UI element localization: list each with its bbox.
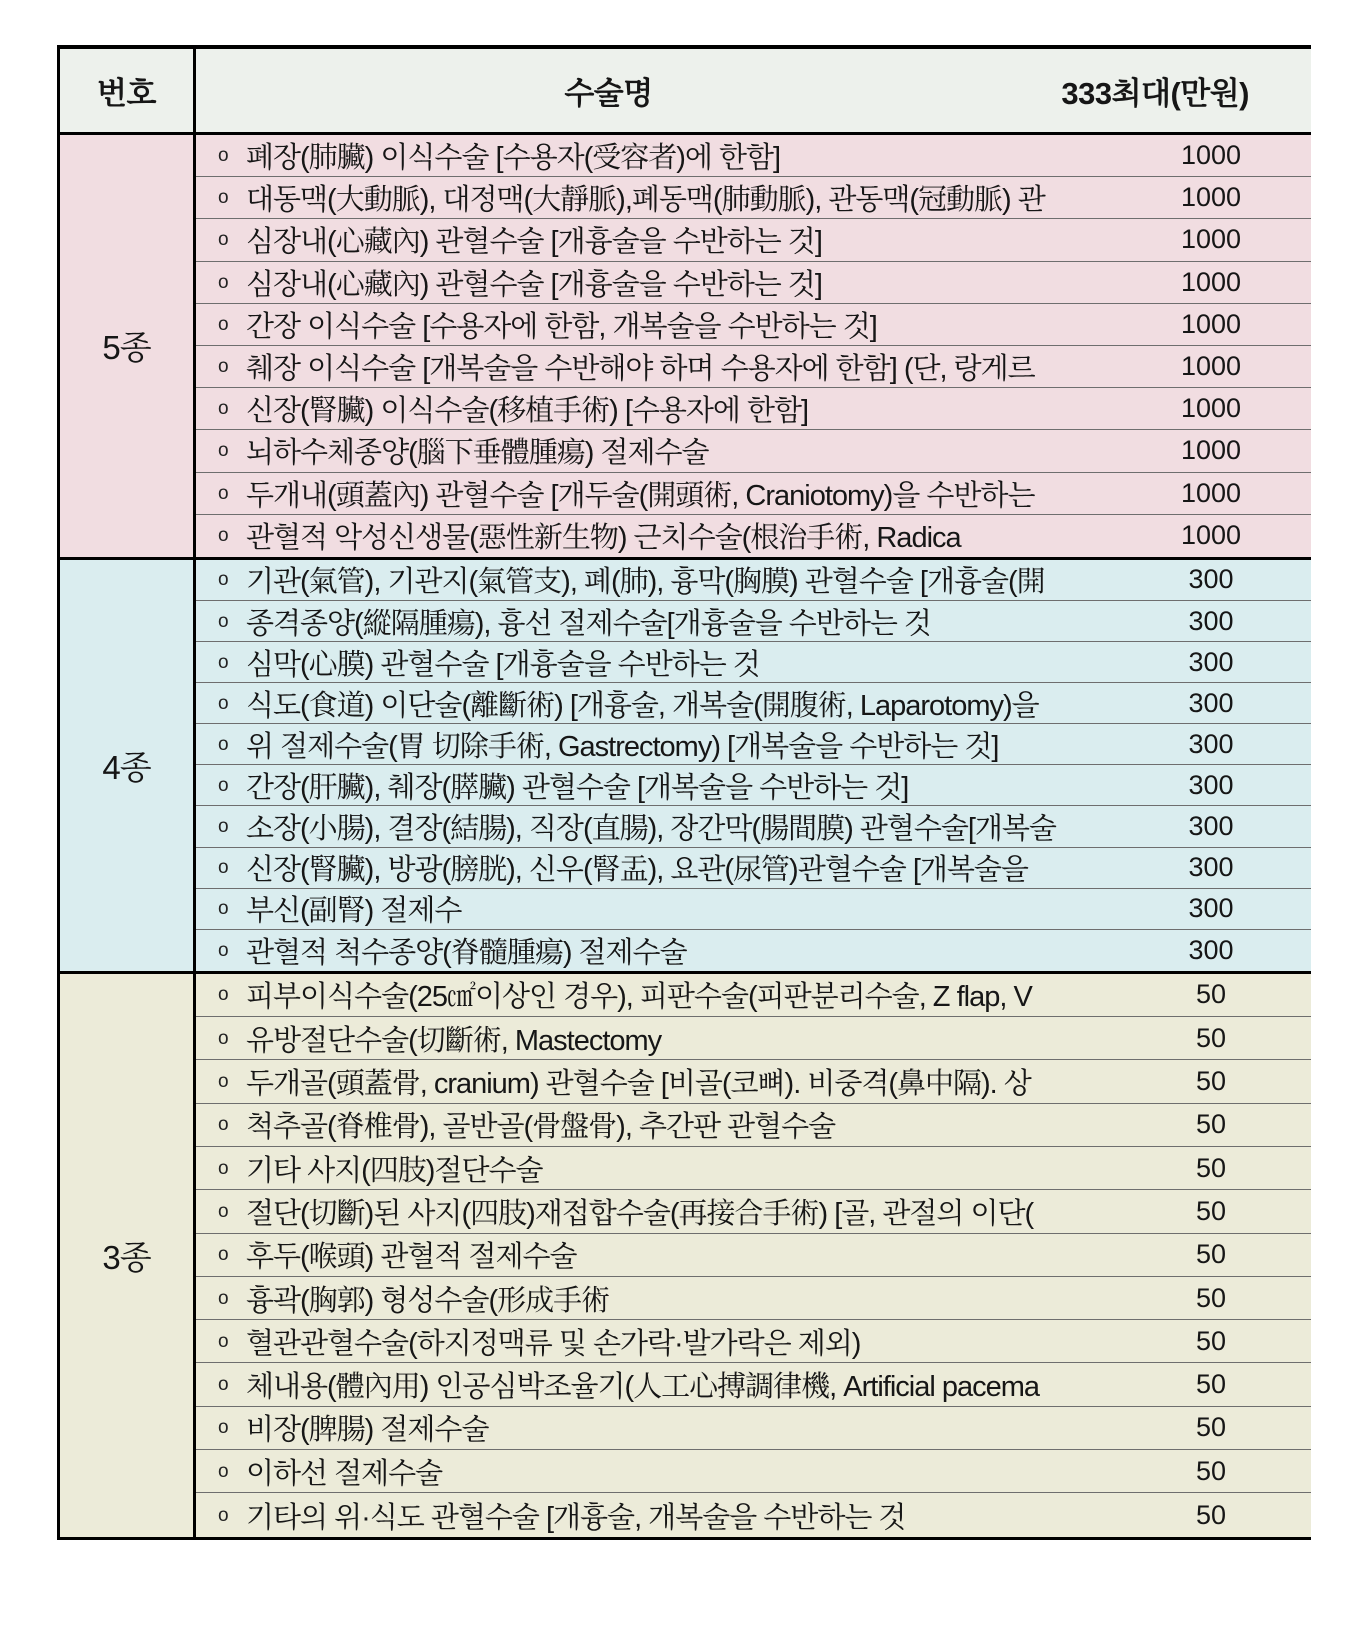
max-amount: 300 — [1188, 687, 1234, 718]
table-row — [196, 177, 1311, 219]
row-bullet-icon: o — [218, 313, 229, 335]
surgery-name: 관혈적 악성신생물(惡性新生物) 근치수술(根治手術, Radica — [246, 522, 961, 555]
surgery-classification-table — [57, 45, 1311, 1540]
table-row — [196, 1450, 1311, 1493]
surgery-name: 간장 이식수술 [수용자에 한함, 개복술을 수반하는 것] — [246, 310, 877, 343]
surgery-name: 심장내(心藏內) 관혈수술 [개흉술을 수반하는 것] — [246, 226, 822, 259]
table-row — [196, 806, 1311, 847]
row-bullet-icon: o — [218, 1157, 229, 1179]
table-row — [196, 1277, 1311, 1320]
table-row — [196, 515, 1311, 557]
header-surgery-name-column: 수술명 — [564, 76, 653, 111]
surgery-name: 종격종양(縱隔腫瘍), 흉선 절제수술[개흉술을 수반하는 것 — [246, 607, 931, 640]
table-header-row — [60, 49, 1311, 135]
group-3종 — [60, 974, 1311, 1537]
group-rows — [196, 560, 1311, 971]
table-row — [196, 848, 1311, 889]
row-bullet-icon: o — [218, 525, 229, 547]
max-amount: 1000 — [1180, 393, 1242, 424]
surgery-name: 절단(切斷)된 사지(四肢)재접합수술(再接合手術) [골, 관절의 이단( — [246, 1197, 1034, 1230]
surgery-name: 기타의 위·식도 관혈수술 [개흉술, 개복술을 수반하는 것 — [246, 1501, 906, 1534]
table-row — [196, 1363, 1311, 1406]
max-amount: 1000 — [1180, 224, 1242, 255]
row-bullet-icon: o — [218, 229, 229, 251]
table-row — [196, 974, 1311, 1017]
table-row — [196, 430, 1311, 472]
surgery-name: 유방절단수술(切斷術, Mastectomy — [246, 1024, 662, 1057]
surgery-name: 두개골(頭蓋骨, cranium) 관혈수술 [비골(코뼈). 비중격(鼻中隔). 상 — [246, 1068, 1031, 1101]
table-row — [196, 1104, 1311, 1147]
max-amount: 300 — [1188, 934, 1234, 965]
row-bullet-icon: o — [218, 984, 229, 1006]
table-row — [196, 388, 1311, 430]
row-bullet-icon: o — [218, 187, 229, 209]
row-bullet-icon: o — [218, 1244, 229, 1266]
max-amount: 300 — [1188, 605, 1234, 636]
group-label: 4종 — [60, 560, 196, 971]
header-number-column: 번호 — [60, 49, 196, 132]
surgery-name: 위 절제수술(胃 切除手術, Gastrectomy) [개복술을 수반하는 것] — [246, 730, 999, 763]
row-bullet-icon: o — [218, 939, 229, 961]
max-amount: 1000 — [1180, 520, 1242, 551]
surgery-name: 이하선 절제수술 — [246, 1457, 443, 1490]
max-amount: 50 — [1195, 1109, 1227, 1140]
max-amount: 1000 — [1180, 266, 1242, 297]
row-bullet-icon: o — [218, 692, 229, 714]
row-bullet-icon: o — [218, 1287, 229, 1309]
row-bullet-icon: o — [218, 271, 229, 293]
surgery-name: 혈관관혈수술(하지정맥류 및 손가락·발가락은 제외) — [246, 1327, 861, 1360]
max-amount: 50 — [1195, 979, 1227, 1010]
table-row — [196, 560, 1311, 601]
max-amount: 1000 — [1180, 435, 1242, 466]
surgery-name: 관혈적 척수종양(脊髓腫瘍) 절제수술 — [246, 936, 687, 969]
group-4종 — [60, 560, 1311, 974]
max-amount: 50 — [1195, 1195, 1227, 1226]
table-row — [196, 930, 1311, 971]
row-bullet-icon: o — [218, 482, 229, 504]
surgery-name: 후두(喉頭) 관혈적 절제수술 — [246, 1241, 577, 1274]
max-amount: 50 — [1195, 1325, 1227, 1356]
surgery-name: 신장(腎臟), 방광(膀胱), 신우(腎盂), 요관(尿管)관혈수술 [개복술을 — [246, 854, 1028, 887]
table-row — [196, 219, 1311, 261]
group-rows — [196, 974, 1311, 1537]
table-row — [196, 724, 1311, 765]
table-row — [196, 1320, 1311, 1363]
table-row — [196, 262, 1311, 304]
row-bullet-icon: o — [218, 440, 229, 462]
max-amount: 50 — [1195, 1412, 1227, 1443]
table-row — [196, 473, 1311, 515]
surgery-name: 신장(腎臟) 이식수술(移植手術) [수용자에 한함] — [246, 395, 809, 428]
surgery-name: 심막(心膜) 관혈수술 [개흉술을 수반하는 것 — [246, 648, 760, 681]
row-bullet-icon: o — [218, 610, 229, 632]
surgery-name: 부신(副腎) 절제수 — [246, 895, 462, 928]
table-row — [196, 765, 1311, 806]
surgery-name: 체내용(體內用) 인공심박조율기(人工心搏調律機, Artificial pacema — [246, 1371, 1040, 1404]
max-amount: 300 — [1188, 852, 1234, 883]
surgery-name: 기관(氣管), 기관지(氣管支), 폐(肺), 흉막(胸膜) 관혈수술 [개흉술(開 — [246, 566, 1045, 599]
max-amount: 1000 — [1180, 308, 1242, 339]
max-amount: 1000 — [1180, 140, 1242, 171]
header-max-amount-column: 333최대(만원) — [1061, 76, 1249, 111]
surgery-name: 기타 사지(四肢)절단수술 — [246, 1154, 543, 1187]
row-bullet-icon: o — [218, 1460, 229, 1482]
max-amount: 50 — [1195, 1455, 1227, 1486]
surgery-name: 피부이식수술(25㎠이상인 경우), 피판수술(피판분리수술, Z flap, V — [246, 981, 1032, 1014]
surgery-name: 대동맥(大動脈), 대정맥(大靜脈),폐동맥(肺動脈), 관동맥(冠動脈) 관 — [246, 184, 1045, 217]
row-bullet-icon: o — [218, 569, 229, 591]
max-amount: 50 — [1195, 1152, 1227, 1183]
row-bullet-icon: o — [218, 733, 229, 755]
row-bullet-icon: o — [218, 1374, 229, 1396]
surgery-name: 간장(肝臟), 췌장(膵臟) 관혈수술 [개복술을 수반하는 것] — [246, 771, 909, 804]
table-row — [196, 1493, 1311, 1536]
row-bullet-icon: o — [218, 1071, 229, 1093]
table-row — [196, 304, 1311, 346]
group-label: 3종 — [60, 974, 196, 1537]
surgery-name: 췌장 이식수술 [개복술을 수반해야 하며 수용자에 한함] (단, 랑게르 — [246, 353, 1035, 386]
row-bullet-icon: o — [218, 857, 229, 879]
table-row — [196, 683, 1311, 724]
max-amount: 300 — [1188, 728, 1234, 759]
max-amount: 50 — [1195, 1066, 1227, 1097]
table-row — [196, 1190, 1311, 1233]
table-row — [196, 889, 1311, 930]
group-label: 5종 — [60, 135, 196, 557]
surgery-name: 식도(食道) 이단술(離斷術) [개흉술, 개복술(開腹術, Laparotomy)을 — [246, 689, 1039, 722]
max-amount: 1000 — [1180, 182, 1242, 213]
surgery-name: 뇌하수체종양(腦下垂體腫瘍) 절제수술 — [246, 437, 709, 470]
row-bullet-icon: o — [218, 1330, 229, 1352]
max-amount: 300 — [1188, 769, 1234, 800]
row-bullet-icon: o — [218, 898, 229, 920]
row-bullet-icon: o — [218, 356, 229, 378]
row-bullet-icon: o — [218, 145, 229, 167]
max-amount: 50 — [1195, 1369, 1227, 1400]
surgery-name: 폐장(肺臟) 이식수술 [수용자(受容者)에 한함] — [246, 142, 781, 175]
surgery-name: 비장(脾腸) 절제수술 — [246, 1414, 489, 1447]
table-row — [196, 1234, 1311, 1277]
table-row — [196, 601, 1311, 642]
table-row — [196, 642, 1311, 683]
max-amount: 300 — [1188, 893, 1234, 924]
max-amount: 50 — [1195, 1022, 1227, 1053]
surgery-name: 두개내(頭蓋內) 관혈수술 [개두술(開頭術, Craniotomy)을 수반하는 — [246, 479, 1035, 512]
table-row — [196, 1407, 1311, 1450]
row-bullet-icon: o — [218, 1200, 229, 1222]
table-row — [196, 1147, 1311, 1190]
row-bullet-icon: o — [218, 774, 229, 796]
row-bullet-icon: o — [218, 1504, 229, 1526]
max-amount: 50 — [1195, 1282, 1227, 1313]
row-bullet-icon: o — [218, 815, 229, 837]
row-bullet-icon: o — [218, 1027, 229, 1049]
max-amount: 50 — [1195, 1239, 1227, 1270]
max-amount: 1000 — [1180, 351, 1242, 382]
max-amount: 300 — [1188, 646, 1234, 677]
table-row — [196, 346, 1311, 388]
group-rows — [196, 135, 1311, 557]
table-row — [196, 1060, 1311, 1103]
max-amount: 300 — [1188, 564, 1234, 595]
surgery-name: 소장(小腸), 결장(結腸), 직장(直腸), 장간막(腸間膜) 관혈수술[개복술 — [246, 812, 1056, 845]
max-amount: 50 — [1195, 1499, 1227, 1530]
row-bullet-icon: o — [218, 398, 229, 420]
surgery-name: 척추골(脊椎骨), 골반골(骨盤骨), 추간판 관혈수술 — [246, 1111, 836, 1144]
surgery-name: 흉곽(胸郭) 형성수술(形成手術 — [246, 1284, 610, 1317]
group-5종 — [60, 135, 1311, 560]
row-bullet-icon: o — [218, 651, 229, 673]
table-body — [60, 135, 1311, 1537]
max-amount: 300 — [1188, 810, 1234, 841]
max-amount: 1000 — [1180, 477, 1242, 508]
surgery-name: 심장내(心藏內) 관혈수술 [개흉술을 수반하는 것] — [246, 268, 822, 301]
row-bullet-icon: o — [218, 1417, 229, 1439]
table-row — [196, 135, 1311, 177]
table-row — [196, 1017, 1311, 1060]
row-bullet-icon: o — [218, 1114, 229, 1136]
